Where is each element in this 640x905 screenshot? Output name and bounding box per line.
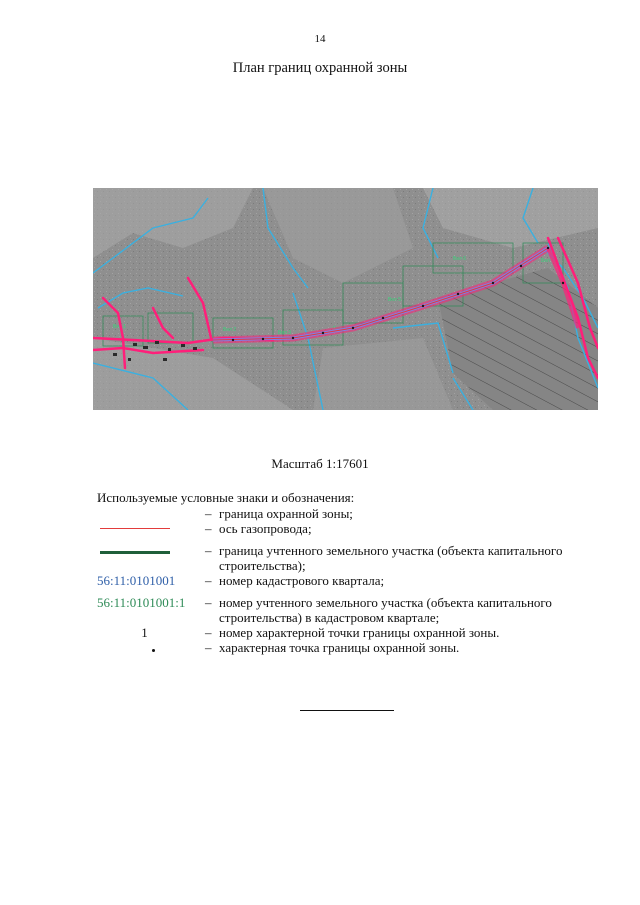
map-scale: Масштаб 1:17601: [271, 456, 369, 471]
legend-text: характерная точка границы охранной зоны.: [219, 640, 460, 655]
cadastral-parcel-number: 56:11:0101001:1: [97, 595, 186, 610]
legend-heading: Используемые условные знаки и обозначения:: [97, 490, 355, 505]
legend-text: номер характерной точки границы охранной зоны.: [219, 625, 500, 640]
point-dot-symbol: [152, 649, 155, 652]
page-title: План границ охранной зоны: [232, 60, 408, 76]
svg-text:Вел 5: Вел 5: [388, 297, 402, 303]
legend-text: граница охранной зоны;: [219, 506, 353, 521]
svg-text:Вел 7: Вел 7: [541, 258, 555, 264]
legend-symbol-empty: [97, 506, 192, 521]
legend-text: номер учтенного земельного участка (объекта капитального строительства) в кадастровом квартале;: [219, 595, 552, 625]
point-number-symbol: 1: [141, 625, 148, 640]
legend-text: ось газопровода;: [219, 521, 312, 536]
signature-line: [300, 710, 394, 711]
map-canvas: [93, 188, 598, 410]
svg-text:Вел 4: Вел 4: [333, 326, 347, 332]
legend-text: номер кадастрового квартала;: [219, 573, 385, 588]
svg-text:Вел 2: Вел 2: [223, 327, 237, 333]
cadastral-map[interactable]: [93, 188, 598, 410]
svg-text:Вел 3: Вел 3: [278, 330, 292, 336]
svg-text:Вел 6: Вел 6: [453, 256, 467, 262]
pipeline-axis-symbol: [97, 528, 192, 529]
cadastral-quarter-number: 56:11:0101001: [97, 573, 176, 588]
parcel-boundary-symbol: [97, 551, 192, 554]
page-number: 14: [314, 33, 326, 45]
svg-text:Вел 1: Вел 1: [113, 324, 127, 330]
legend-text: граница учтенного земельного участка (объекта капитального строительства);: [219, 543, 563, 573]
